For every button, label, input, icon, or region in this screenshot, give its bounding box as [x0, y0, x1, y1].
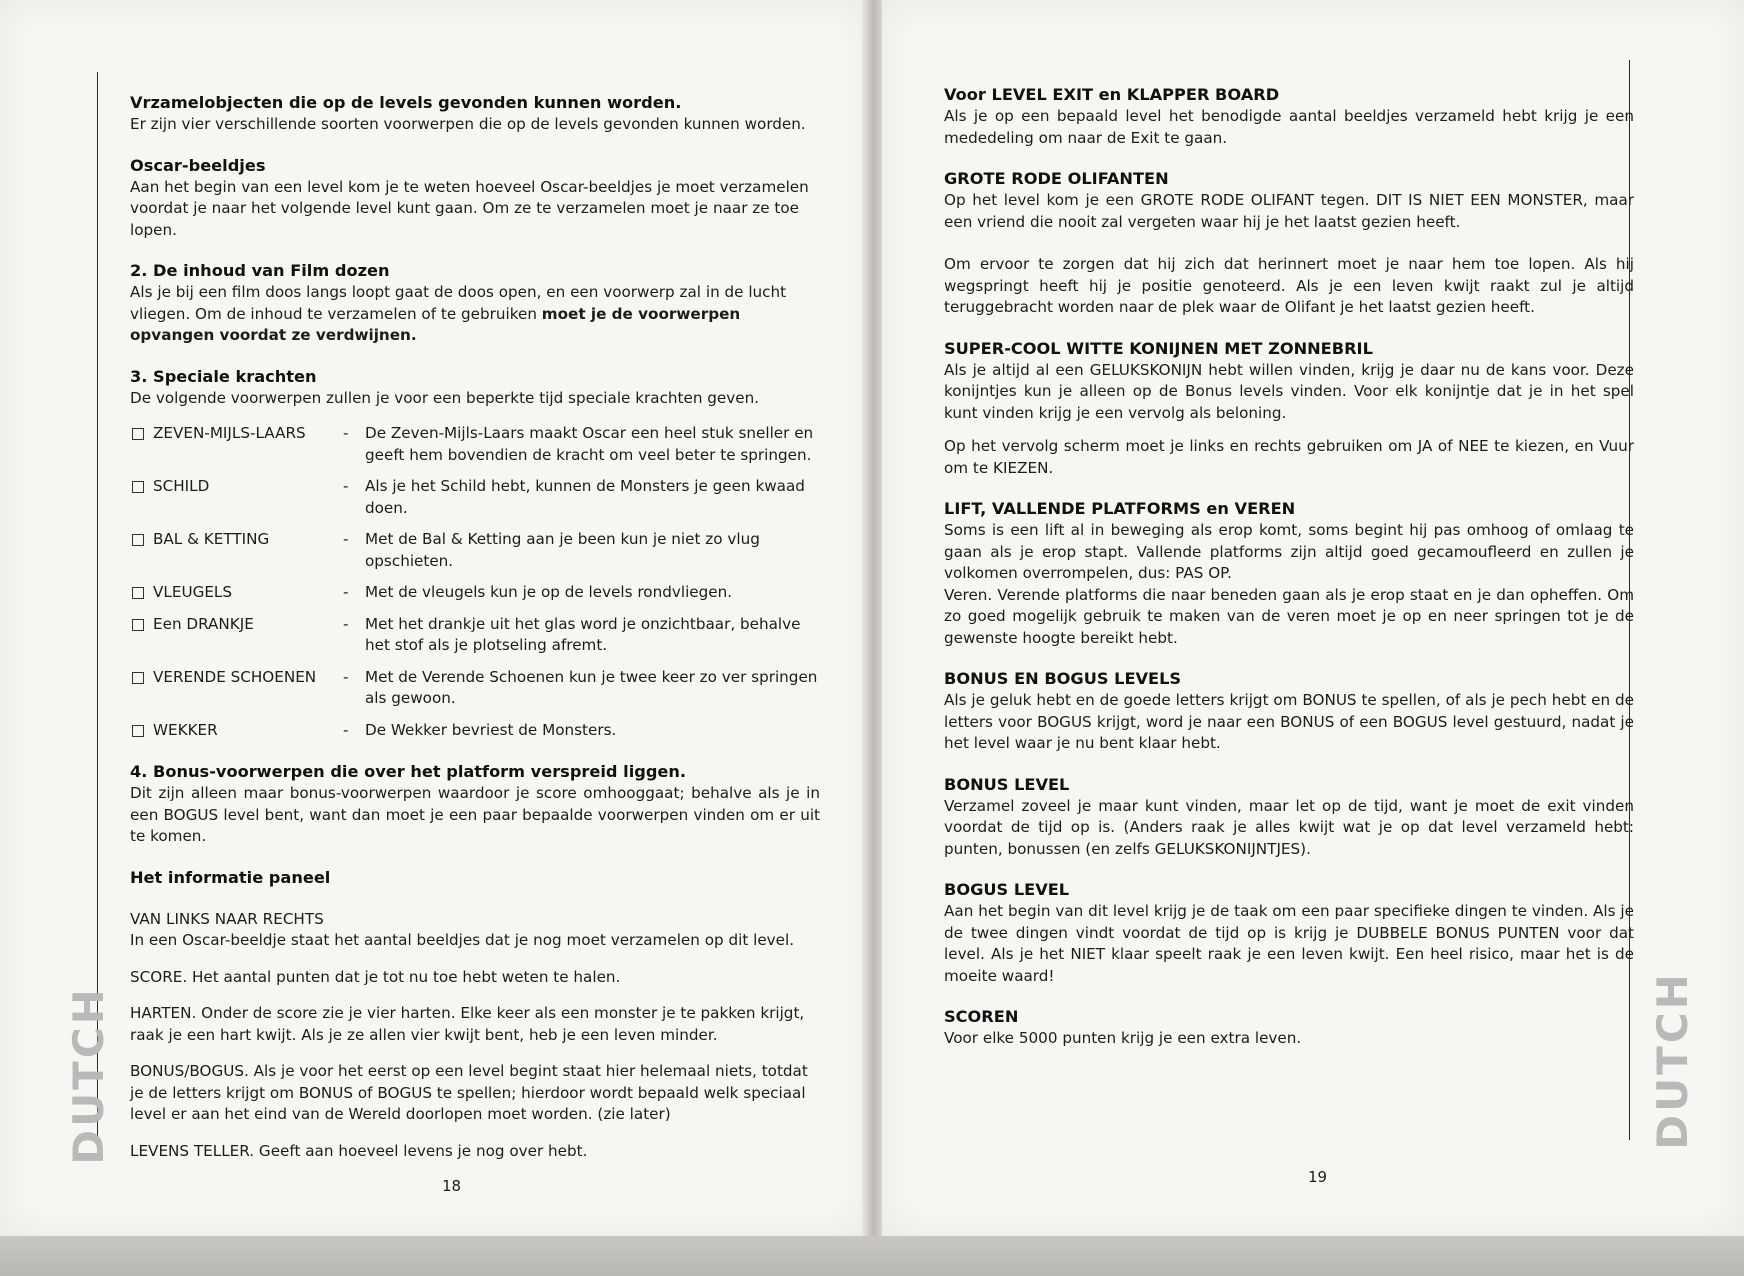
bonus-items-heading: 4. Bonus-voorwerpen die over het platform verspreid liggen. [130, 762, 687, 781]
film-boxes-section [130, 260, 820, 347]
checkbox-icon [132, 725, 144, 737]
scoring-section: SCOREN Voor elke 5000 punten krijg je een extra leven. [944, 1007, 1302, 1047]
film-boxes-text: Als je bij een film doos langs loopt gaat de doos open, en een voorwerp zal in de lucht vliegen. Om de inhoud te verzamelen of te gebruiken moet je de voorwerpen opvangen voordat ze verdwijnen. [130, 283, 787, 344]
bogus-level-section: BOGUS LEVEL Aan het begin van dit level krijg je de taak om een paar specifieke dingen te vinden. Als je de twee dingen vindt voordat de tijd op is krijg je DUBBELE BONUS PUNTEN voor dat level. Als je het NIET klaar speelt raak je een leven kwijt. Een heel risico, maar het is de moeite waard! [944, 880, 1634, 985]
elephants-section: GROTE RODE OLIFANTEN Op het level kom je een GROTE RODE OLIFANT tegen. DIT IS NIET EEN MONSTER, maar een vriend die nooit zal vergeten waar hij je het laatst gezien heeft. Om ervoor te zorgen dat hij zich dat herinnert moet je naar hem toe lopen. Als hij wegspringt heeft hij je positie genoteerd. Als je een leven kwijt raakt zul je altijd teruggebracht worden naar de plek waar de Olifant je het laatst gezien heeft. [944, 169, 1634, 316]
page-number: 18 [442, 1177, 462, 1195]
info-panel-subheading: VAN LINKS NAAR RECHTS [130, 909, 324, 928]
info-line: LEVENS TELLER. Geeft aan hoeveel levens je nog over hebt. [130, 1141, 588, 1160]
film-boxes-emphasis: moet je de voorwerpen opvangen voordat ze verdwijnen. [130, 304, 741, 344]
checkbox-icon [132, 481, 144, 493]
scan-background [0, 1236, 1744, 1276]
list-item: VLEUGELS - Met de vleugels kun je op de levels rondvliegen. [130, 582, 820, 604]
list-item: WEKKER - De Wekker bevriest de Monsters. [130, 720, 820, 742]
info-panel-section [130, 867, 820, 1163]
left-page-content [130, 92, 820, 1177]
info-line: In een Oscar-beeldje staat het aantal beeldjes dat je nog moet verzamelen op dit level. [130, 931, 795, 949]
left-page [0, 0, 868, 1236]
list-item: BAL & KETTING - Met de Bal & Ketting aan je been kun je niet zo vlug opschieten. [130, 529, 820, 572]
checkbox-icon [132, 428, 144, 440]
left-language-tab: DUTCH [63, 985, 113, 1165]
list-item: SCHILD - Als je het Schild hebt, kunnen de Monsters je geen kwaad doen. [130, 476, 820, 519]
list-item: Een DRANKJE - Met het drankje uit het glas word je onzichtbaar, behalve het stof als je plotseling afremt. [130, 614, 820, 657]
special-powers-section [130, 366, 820, 742]
right-page [882, 0, 1744, 1236]
rabbits-section: SUPER-COOL WITTE KONIJNEN MET ZONNEBRIL Als je altijd al een GELUKSKONIJN hebt willen vinden, krijg je daar nu de kans voor. Deze konijntjes kun je alleen op de Bonus levels vinden. Voor elk konijntje dat je in het spel kunt vinden krijg je een vervolg als beloning. Op het vervolg scherm moet je links en rechts gebruiken om JA of NEE te kiezen, en Vuur om te KIEZEN. [944, 338, 1634, 477]
oscar-statues-section [130, 155, 820, 242]
special-powers-heading: 3. Speciale krachten [130, 366, 317, 386]
collectables-heading: Vrzamelobjecten die op de levels gevonden kunnen worden. [130, 93, 682, 112]
right-page-content [944, 84, 1634, 1069]
bonus-bogus-section: BONUS EN BOGUS LEVELS Als je geluk hebt en de goede letters krijgt om BONUS te spellen, of als je pech hebt en de letters voor BOGUS krijgt, word je naar een BONUS of een BOGUS level gestuurd, nadat je het level waar je nu bent klaar hebt. [944, 669, 1634, 752]
collectables-text: Er zijn vier verschillende soorten voorwerpen die op de levels gevonden kunnen worden. [130, 115, 806, 133]
special-powers-list [130, 423, 820, 741]
right-language-tab: DUTCH [1647, 970, 1697, 1150]
checkbox-icon [132, 534, 144, 546]
level-exit-section: Voor LEVEL EXIT en KLAPPER BOARD Als je op een bepaald level het benodigde aantal beeldjes verzameld hebt krijg je een mededeling om naar de Exit te gaan. [944, 85, 1634, 147]
list-item: VERENDE SCHOENEN - Met de Verende Schoenen kun je twee keer zo ver springen als gewoon. [130, 667, 820, 710]
lifts-section: LIFT, VALLENDE PLATFORMS en VEREN Soms is een lift al in beweging als erop komt, soms begint hij pas omhoog of omlaag te gaan als je erop stapt. Vallende platforms zijn altijd goed gecamoufleerd en zullen je volkomen overrompelen, dus: PAS OP. Veren. Verende platforms die naar beneden gaan als je erop staat en je dan opheffen. Om zo goed mogelijk gebruik te maken van de veren moet je op en neer springen tot je de gewenste hoogte bereikt hebt. [944, 499, 1634, 647]
oscar-statues-heading: Oscar-beeldjes [130, 155, 266, 175]
bonus-items-section [130, 761, 820, 848]
film-boxes-heading: 2. De inhoud van Film dozen [130, 261, 390, 280]
checkbox-icon [132, 587, 144, 599]
list-item: ZEVEN-MIJLS-LAARS - De Zeven-Mijls-Laars maakt Oscar een heel stuk sneller en geeft hem bovendien de kracht om veel beter te springen. [130, 423, 820, 466]
bonus-level-section: BONUS LEVEL Verzamel zoveel je maar kunt vinden, maar let op de tijd, want je moet de exit vinden voordat de tijd op is. (Anders raak je alles kwijt wat je op dat level verzameld hebt: punten, bonussen (en zelfs GELUKSKONIJNTJES). [944, 774, 1634, 858]
info-line: BONUS/BOGUS. Als je voor het eerst op een level begint staat hier helemaal niets, totdat je de letters krijgt om BONUS of BOGUS te spellen; hierdoor wordt bepaald welk speciaal level er aan het eind van de Wereld doorlopen moet worden. (zie later) [130, 1062, 808, 1123]
bonus-items-text: Dit zijn alleen maar bonus-voorwerpen waardoor je score omhooggaat; behalve als je in een BOGUS level bent, want dan moet je een paar bepaalde voorwerpen vinden om er uit te komen. [130, 784, 820, 845]
info-line: HARTEN. Onder de score zie je vier harten. Elke keer als een monster je te pakken krijgt, raak je een hart kwijt. Als je ze allen vier kwijt bent, heb je een leven minder. [130, 1004, 805, 1044]
oscar-statues-text: Aan het begin van een level kom je te weten hoeveel Oscar-beeldjes je moet verzamelen voordat je naar het volgende level kunt gaan. Om ze te verzamelen moet je naar ze toe lopen. [130, 177, 809, 239]
page-number: 19 [1308, 1168, 1328, 1186]
info-line: SCORE. Het aantal punten dat je tot nu toe hebt weten te halen. [130, 967, 621, 986]
info-panel-heading: Het informatie paneel [130, 867, 331, 887]
checkbox-icon [132, 672, 144, 684]
checkbox-icon [132, 619, 144, 631]
collectables-section [130, 92, 820, 136]
special-powers-intro: De volgende voorwerpen zullen je voor een beperkte tijd speciale krachten geven. [130, 388, 760, 407]
